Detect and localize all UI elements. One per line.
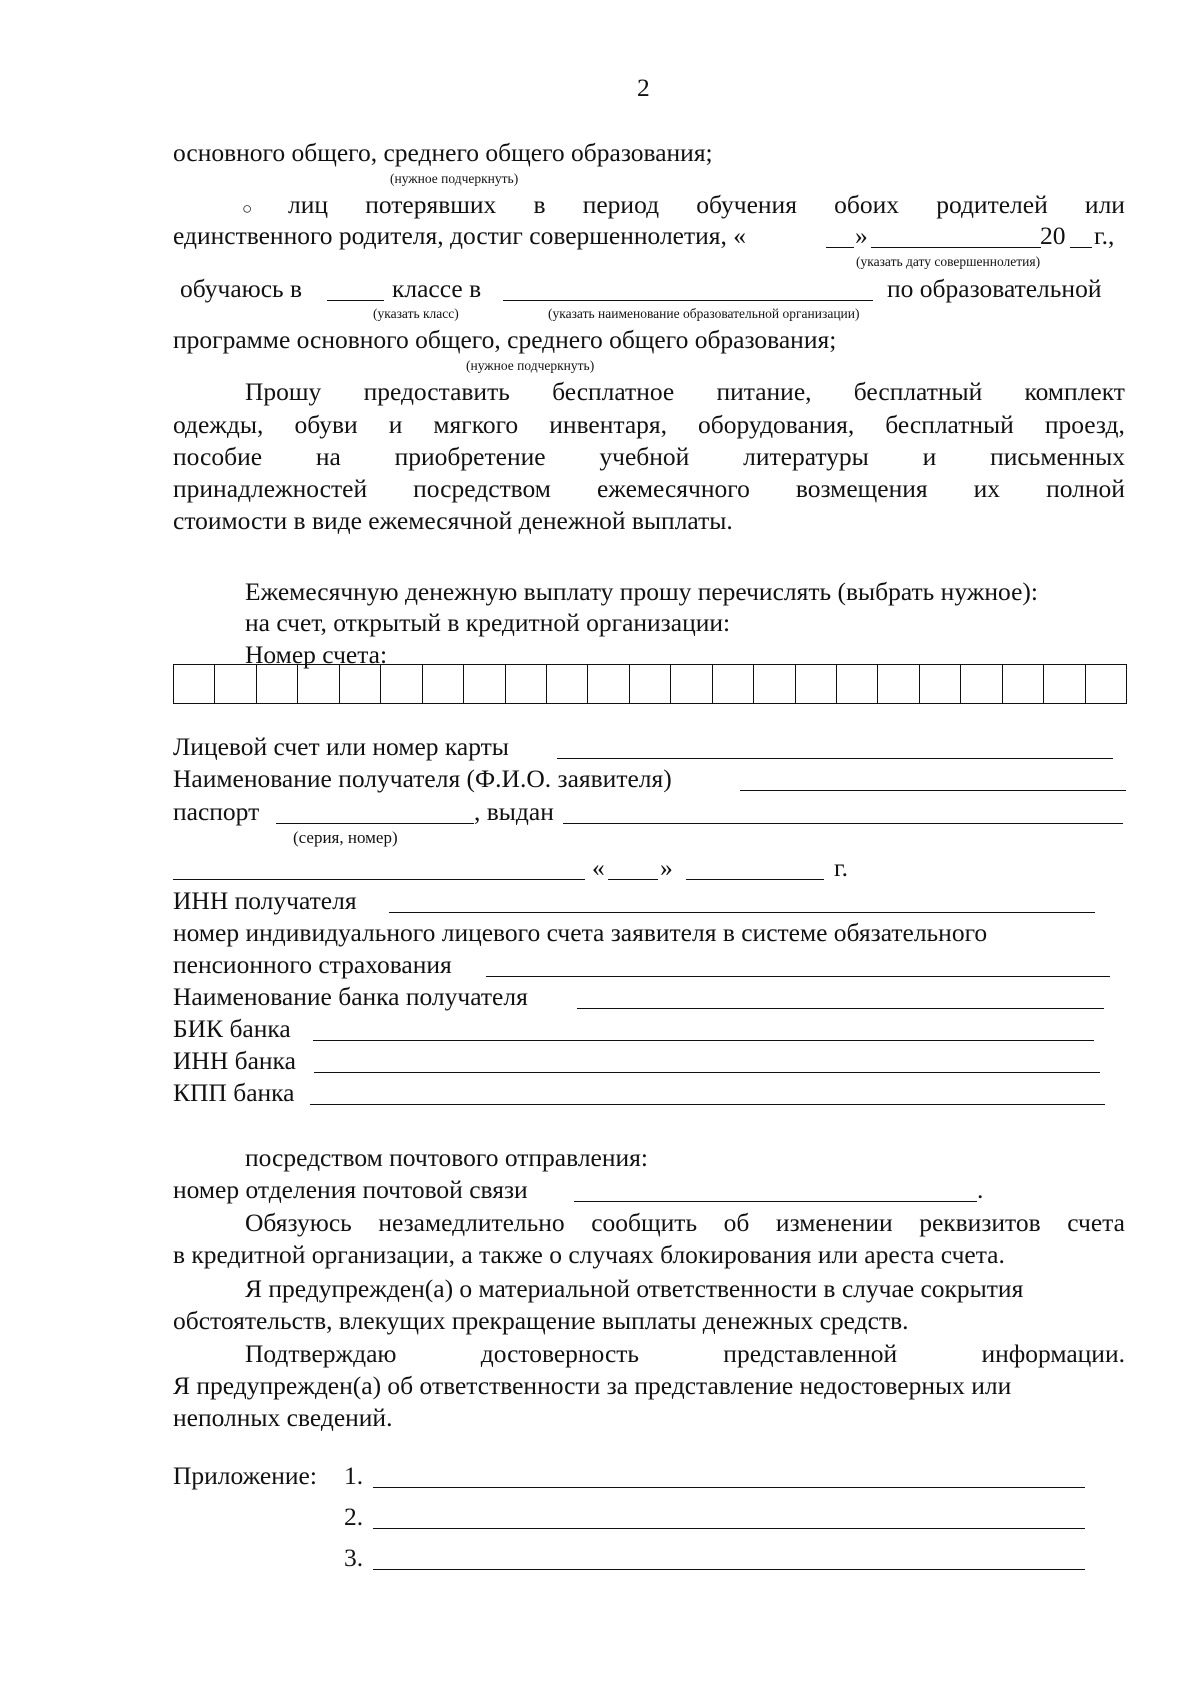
- obligation-1-line-1-word: об: [723, 1208, 750, 1237]
- org-blank[interactable]: [503, 300, 873, 301]
- request-line-1-word: предоставить: [363, 377, 510, 406]
- payment-heading: Ежемесячную денежную выплату прошу перечислять (выбрать нужное):: [245, 577, 1038, 606]
- account-number-cells[interactable]: [173, 664, 1127, 704]
- request-line-4-word: посредством: [413, 474, 551, 503]
- program-line: программе основного общего, среднего общего образования;: [173, 325, 837, 354]
- bullet-line-1-word: родителей: [936, 190, 1048, 219]
- request-line-4-word: их: [973, 474, 1001, 503]
- request-line-2-word: одежды,: [173, 410, 264, 439]
- account-number-label: Номер счета:: [245, 640, 388, 669]
- account-digit-cell[interactable]: [796, 665, 837, 703]
- attachments-label: Приложение:: [173, 1461, 317, 1490]
- request-last-line: стоимости в виде ежемесячной денежной выплаты.: [173, 506, 733, 535]
- account-digit-cell[interactable]: [506, 665, 547, 703]
- caption-passport: (серия, номер): [293, 828, 398, 847]
- bank-inn-label: ИНН банка: [173, 1046, 296, 1075]
- study-prefix: обучаюсь в: [180, 274, 303, 303]
- request-line-3: [173, 442, 1125, 472]
- bullet-line-2-text: единственного родителя, достиг совершеннолетия, «: [173, 221, 747, 250]
- account-digit-cell[interactable]: [630, 665, 671, 703]
- request-line-3-word: литературы: [743, 442, 869, 471]
- account-digit-cell[interactable]: [1086, 665, 1126, 703]
- request-line-1-word: питание,: [716, 377, 812, 406]
- adult-month-blank[interactable]: [871, 247, 1041, 248]
- account-digit-cell[interactable]: [381, 665, 422, 703]
- request-line-2-word: обуви: [294, 410, 358, 439]
- bullet-line-1-word: потерявших: [365, 190, 497, 219]
- request-line-1-word: бесплатный: [853, 377, 983, 406]
- bank-inn-blank[interactable]: [314, 1072, 1100, 1073]
- study-suffix: по образовательной: [887, 274, 1102, 303]
- bullet-line-1-word: период: [582, 190, 660, 219]
- bank-name-label: Наименование банка получателя: [173, 982, 528, 1011]
- recipient-label: Наименование получателя (Ф.И.О. заявителя): [173, 764, 672, 793]
- date-close: »: [660, 853, 673, 882]
- bullet-line-2-year: 20: [1040, 221, 1066, 250]
- bullet-line-1-word: обучения: [696, 190, 797, 219]
- request-line-2: [173, 410, 1125, 440]
- attachment-number-3: 3.: [344, 1543, 364, 1572]
- bik-blank[interactable]: [313, 1040, 1094, 1041]
- account-digit-cell[interactable]: [837, 665, 878, 703]
- account-digit-cell[interactable]: [215, 665, 256, 703]
- bullet-line-1-word: в: [533, 190, 546, 219]
- request-line-4-word: полной: [1046, 474, 1125, 503]
- issued-label: , выдан: [474, 797, 554, 826]
- page-number: 2: [637, 73, 650, 102]
- account-digit-cell[interactable]: [713, 665, 754, 703]
- class-blank[interactable]: [327, 300, 384, 301]
- attachment-blank-3[interactable]: [373, 1569, 1085, 1570]
- request-line-3-word: приобретение: [394, 442, 546, 471]
- recipient-blank[interactable]: [740, 790, 1126, 791]
- obligation-3-line-1-word: информации.: [981, 1339, 1125, 1368]
- caption-class: (указать класс): [373, 306, 459, 321]
- snils-line-1: номер индивидуального лицевого счета заявителя в системе обязательного: [173, 918, 988, 947]
- request-line-1-word: комплект: [1024, 377, 1125, 406]
- caption-adult-date: (указать дату совершеннолетия): [856, 254, 1041, 269]
- issue-month-blank[interactable]: [686, 879, 824, 880]
- account-digit-cell[interactable]: [754, 665, 795, 703]
- kpp-label: КПП банка: [173, 1078, 295, 1107]
- obligation-3-line-2: Я предупрежден(а) об ответственности за представление недостоверных или: [173, 1371, 1012, 1400]
- request-line-3-word: на: [315, 442, 341, 471]
- obligation-3-line-3: неполных сведений.: [173, 1403, 393, 1432]
- request-line-3-word: и: [922, 442, 937, 471]
- obligation-3-line-1: [245, 1339, 1125, 1369]
- issue-day-blank[interactable]: [608, 879, 658, 880]
- obligation-1-line-1-word: незамедлительно: [378, 1208, 565, 1237]
- caption-underline-2: (нужное подчеркнуть): [466, 358, 595, 373]
- adult-day-blank[interactable]: [826, 247, 854, 248]
- account-digit-cell[interactable]: [174, 665, 215, 703]
- obligation-3-line-1-word: представленной: [723, 1339, 898, 1368]
- request-line-3-word: пособие: [173, 442, 263, 471]
- request-line-2-word: инвентаря,: [549, 410, 667, 439]
- account-digit-cell[interactable]: [1044, 665, 1085, 703]
- personal-account-blank[interactable]: [557, 758, 1113, 759]
- obligation-3-line-1-word: Подтверждаю: [245, 1339, 397, 1368]
- request-line-2-word: мягкого: [433, 410, 519, 439]
- issued-by-blank[interactable]: [563, 823, 1123, 824]
- attachment-number-1: 1.: [344, 1461, 364, 1490]
- obligation-2-line-2: обстоятельств, влекущих прекращение выплаты денежных средств.: [173, 1306, 909, 1335]
- personal-account-label: Лицевой счет или номер карты: [173, 732, 509, 761]
- post-office-end: .: [977, 1175, 984, 1204]
- attachment-blank-1[interactable]: [373, 1487, 1085, 1488]
- bullet-line-1: [288, 190, 1125, 220]
- request-line-2-word: проезд,: [1044, 410, 1125, 439]
- account-digit-cell[interactable]: [1003, 665, 1044, 703]
- account-digit-cell[interactable]: [961, 665, 1002, 703]
- bullet-line-2-quote-close: »: [855, 221, 868, 250]
- bullet-line-1-word: лиц: [288, 190, 329, 219]
- account-digit-cell[interactable]: [547, 665, 588, 703]
- caption-underline-1: (нужное подчеркнуть): [390, 171, 519, 186]
- account-digit-cell[interactable]: [671, 665, 712, 703]
- kpp-blank[interactable]: [310, 1104, 1105, 1105]
- caption-org: (указать наименование образовательной организации): [548, 306, 860, 321]
- bank-name-blank[interactable]: [577, 1008, 1104, 1009]
- intro-line-1: основного общего, среднего общего образования;: [173, 138, 713, 167]
- option-post[interactable]: посредством почтового отправления:: [245, 1143, 648, 1172]
- request-line-4-word: возмещения: [795, 474, 928, 503]
- study-class: классе в: [392, 274, 482, 303]
- inn-blank[interactable]: [389, 912, 1095, 913]
- obligation-2-line-1: Я предупрежден(а) о материальной ответственности в случае сокрытия: [245, 1274, 1024, 1303]
- date-open: «: [592, 853, 605, 882]
- date-year: г.: [834, 853, 848, 882]
- account-digit-cell[interactable]: [423, 665, 464, 703]
- request-line-3-word: учебной: [599, 442, 690, 471]
- request-line-4-word: ежемесячного: [596, 474, 750, 503]
- bik-label: БИК банка: [173, 1014, 291, 1043]
- request-line-2-word: оборудования,: [698, 410, 855, 439]
- inn-label: ИНН получателя: [173, 886, 357, 915]
- obligation-1-line-1-word: счета: [1067, 1208, 1125, 1237]
- obligation-1-line-1-word: реквизитов: [919, 1208, 1041, 1237]
- request-line-1-word: Прошу: [245, 377, 322, 406]
- account-digit-cell[interactable]: [340, 665, 381, 703]
- adult-year-blank[interactable]: [1070, 247, 1092, 248]
- post-office-blank[interactable]: [574, 1201, 977, 1202]
- request-line-1: [245, 377, 1125, 407]
- account-digit-cell[interactable]: [588, 665, 629, 703]
- request-line-4-word: принадлежностей: [173, 474, 368, 503]
- bullet-line-1-word: обоих: [834, 190, 899, 219]
- attachment-blank-2[interactable]: [373, 1528, 1085, 1529]
- request-line-2-word: и: [388, 410, 403, 439]
- snils-line-2: пенсионного страхования: [173, 950, 452, 979]
- account-digit-cell[interactable]: [298, 665, 339, 703]
- issued-by-blank-2[interactable]: [173, 879, 585, 880]
- obligation-1-line-2: в кредитной организации, а также о случаях блокирования или ареста счета.: [173, 1240, 1005, 1269]
- obligation-1-line-1-word: изменении: [775, 1208, 893, 1237]
- obligation-1-line-1-word: сообщить: [591, 1208, 698, 1237]
- request-line-3-word: письменных: [990, 442, 1125, 471]
- obligation-1-line-1: [245, 1208, 1125, 1238]
- attachment-number-2: 2.: [344, 1502, 364, 1531]
- account-digit-cell[interactable]: [464, 665, 505, 703]
- obligation-3-line-1-word: достоверность: [480, 1339, 640, 1368]
- passport-number-blank[interactable]: [276, 823, 474, 824]
- request-line-2-word: бесплатный: [885, 410, 1014, 439]
- request-line-1-word: бесплатное: [552, 377, 675, 406]
- bullet-marker: ○: [242, 199, 253, 218]
- account-digit-cell[interactable]: [920, 665, 961, 703]
- bullet-line-2-end: г.,: [1094, 221, 1115, 250]
- passport-label: паспорт: [173, 797, 260, 826]
- request-line-4: [173, 474, 1125, 504]
- bullet-line-1-word: или: [1084, 190, 1125, 219]
- post-office-label: номер отделения почтовой связи: [173, 1175, 528, 1204]
- option-account[interactable]: на счет, открытый в кредитной организации:: [245, 608, 731, 637]
- account-digit-cell[interactable]: [257, 665, 298, 703]
- obligation-1-line-1-word: Обязуюсь: [245, 1208, 352, 1237]
- account-digit-cell[interactable]: [878, 665, 919, 703]
- snils-blank[interactable]: [486, 976, 1110, 977]
